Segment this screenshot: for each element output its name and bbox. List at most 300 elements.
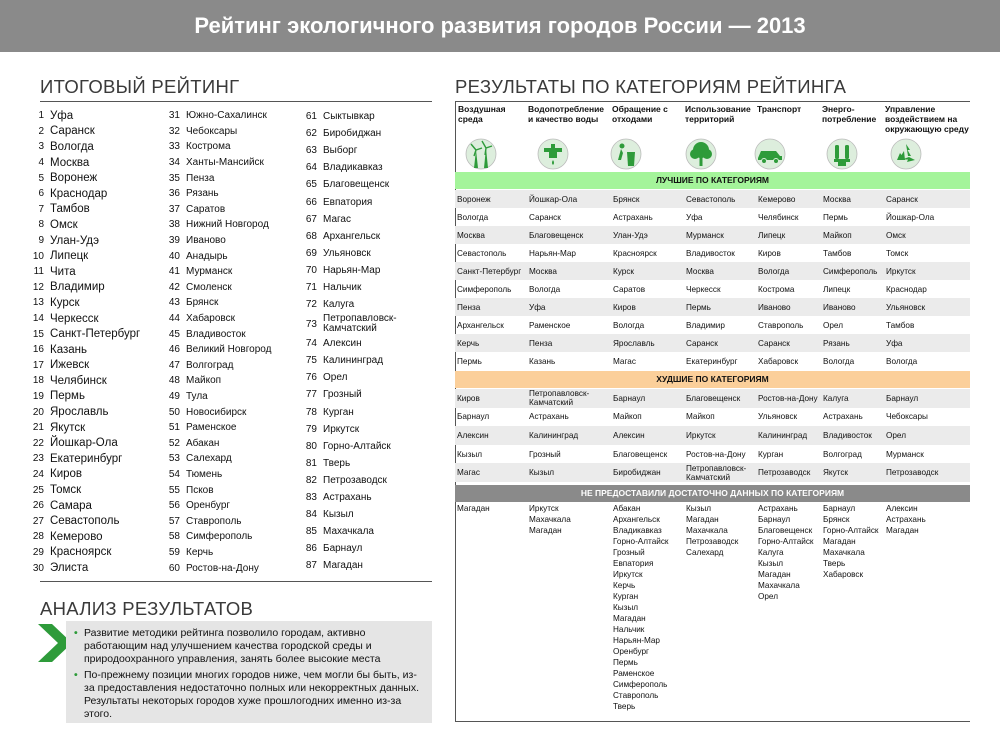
- ranking-item: [303, 523, 423, 540]
- ranking-city: Салехард: [186, 453, 232, 465]
- ranking-position: 51: [168, 422, 180, 434]
- table-row: [455, 280, 970, 298]
- ranking-position: 66: [305, 196, 317, 208]
- ranking-position: 43: [168, 297, 180, 309]
- ranking-item: [303, 352, 423, 369]
- nodata-city: Горно-Алтайск: [613, 537, 669, 546]
- table-row: [455, 244, 970, 262]
- ranking-position: 71: [305, 281, 317, 293]
- table-cell: Иваново: [823, 302, 856, 312]
- ranking-city: Владивосток: [186, 328, 246, 340]
- ranking-item: [30, 467, 140, 483]
- ranking-item: [30, 373, 140, 389]
- table-cell: Магас: [457, 468, 480, 478]
- ranking-item: [166, 389, 271, 405]
- table-cell: Петропавловск-Камчатский: [529, 389, 590, 408]
- table-cell: Вологда: [457, 212, 489, 222]
- ranking-city: Керчь: [186, 546, 214, 558]
- table-cell: Вологда: [529, 284, 561, 294]
- ranking-position: 33: [168, 141, 180, 153]
- ranking-position: 77: [305, 389, 317, 401]
- table-cell: Астрахань: [613, 212, 653, 222]
- ranking-position: 64: [305, 162, 317, 174]
- ranking-item: [166, 280, 271, 296]
- water-tap-icon: [537, 138, 569, 170]
- lamp-icon: [826, 138, 858, 170]
- ranking-item: [30, 420, 140, 436]
- nodata-column: [686, 503, 738, 558]
- nodata-city: Магадан: [823, 537, 856, 546]
- ranking-position: 86: [305, 543, 317, 555]
- ranking-position: 40: [168, 250, 180, 262]
- table-cell: Ставрополь: [758, 320, 804, 330]
- table-cell: Омск: [886, 230, 906, 240]
- ranking-city: Анадырь: [186, 250, 228, 262]
- nodata-city: Орел: [758, 592, 778, 601]
- ranking-item: [30, 155, 140, 171]
- ranking-city: Чита: [50, 265, 76, 278]
- table-cell: Волгоград: [823, 449, 862, 459]
- ranking-position: 69: [305, 247, 317, 259]
- ranking-item: [303, 142, 423, 159]
- ranking-position: 82: [305, 474, 317, 486]
- ranking-city: Екатеринбург: [50, 452, 123, 465]
- ranking-item: [166, 545, 271, 561]
- ranking-item: [30, 170, 140, 186]
- table-cell: Киров: [457, 393, 480, 403]
- ranking-city: Псков: [186, 484, 214, 496]
- ranking-position: 54: [168, 468, 180, 480]
- table-cell: Москва: [529, 266, 557, 276]
- table-row: [455, 334, 970, 352]
- ranking-city: Магадан: [323, 560, 363, 572]
- ranking-item: [30, 451, 140, 467]
- ranking-position: 75: [305, 355, 317, 367]
- table-cell: Владимир: [686, 320, 725, 330]
- ranking-item: [166, 529, 271, 545]
- category-header-waste: Обращение с отходами: [612, 104, 668, 124]
- nodata-column: [613, 503, 669, 712]
- ranking-position: 74: [305, 338, 317, 350]
- ranking-position: 48: [168, 375, 180, 387]
- ranking-city: Оренбург: [186, 500, 231, 512]
- ranking-position: 13: [32, 297, 44, 309]
- ranking-position: 9: [38, 235, 44, 247]
- ranking-item: [30, 358, 140, 374]
- ranking-city: Ижевск: [50, 359, 90, 372]
- nodata-city: Горно-Алтайск: [758, 537, 814, 546]
- ranking-city: Рязань: [186, 188, 219, 200]
- ranking-item: [30, 513, 140, 529]
- ranking-item: [166, 264, 271, 280]
- ranking-item: [166, 435, 271, 451]
- ranking-city: Севастополь: [50, 515, 120, 528]
- ranking-position: 32: [168, 125, 180, 137]
- category-header-water: Водопотребление и качество воды: [528, 104, 605, 124]
- table-cell: Саратов: [613, 284, 646, 294]
- ranking-city: Мурманск: [186, 266, 233, 278]
- ranking-item: [30, 217, 140, 233]
- ranking-position: 73: [305, 318, 317, 330]
- table-cell: Барнаул: [886, 393, 919, 403]
- ranking-item: [166, 233, 271, 249]
- categories-bottom-rule: [455, 721, 970, 722]
- ranking-city: Барнаул: [323, 543, 363, 555]
- ranking-position: 24: [32, 468, 44, 480]
- table-cell: Симферополь: [823, 266, 878, 276]
- ranking-item: [303, 125, 423, 142]
- table-cell: Петрозаводск: [886, 468, 939, 478]
- table-cell: Петропавловск-Камчатский: [686, 463, 747, 482]
- ranking-item: [166, 186, 271, 202]
- ranking-city: Брянск: [186, 297, 219, 309]
- ranking-item: [166, 560, 271, 576]
- ranking-position: 61: [305, 111, 317, 123]
- ranking-item: [30, 233, 140, 249]
- ranking-city: Воронеж: [50, 172, 98, 185]
- ranking-city: Нарьян-Мар: [323, 264, 381, 276]
- table-cell: Черкесск: [686, 284, 721, 294]
- ranking-position: 56: [168, 500, 180, 512]
- wind-turbine-icon: [465, 138, 497, 170]
- table-row: [455, 408, 970, 427]
- ranking-city: Петропавловск-Камчатский: [323, 313, 397, 335]
- page-title: Рейтинг экологичного развития городов России — 2013: [0, 0, 1000, 52]
- nodata-city: Магадан: [457, 504, 490, 513]
- worst-band: ХУДШИЕ ПО КАТЕГОРИЯМ: [455, 371, 970, 388]
- nodata-column: [886, 503, 926, 536]
- nodata-city: Архангельск: [613, 515, 660, 524]
- table-row: [455, 316, 970, 334]
- table-cell: Воронеж: [457, 194, 491, 204]
- ranking-item: [30, 295, 140, 311]
- ranking-position: 37: [168, 203, 180, 215]
- ranking-item: [166, 513, 271, 529]
- ranking-city: Ульяновск: [323, 247, 371, 259]
- ranking-item: [166, 358, 271, 374]
- table-cell: Астрахань: [823, 412, 863, 422]
- ranking-position: 5: [38, 172, 44, 184]
- ranking-city: Москва: [50, 156, 90, 169]
- ranking-position: 38: [168, 219, 180, 231]
- table-cell: Чебоксары: [886, 412, 928, 422]
- nodata-city: Кызыл: [758, 559, 784, 568]
- table-row: [455, 352, 970, 370]
- ranking-item: [303, 438, 423, 455]
- ranking-position: 2: [38, 125, 44, 137]
- table-cell: Севастополь: [457, 248, 507, 258]
- overall-heading: ИТОГОВЫЙ РЕЙТИНГ: [40, 76, 240, 97]
- ranking-city: Раменское: [186, 422, 237, 434]
- table-cell: Хабаровск: [758, 356, 799, 366]
- table-cell: Архангельск: [457, 320, 504, 330]
- ranking-position: 49: [168, 390, 180, 402]
- table-cell: Брянск: [613, 194, 640, 204]
- table-row: [455, 190, 970, 208]
- table-cell: Мурманск: [686, 230, 724, 240]
- ranking-city: Кемерово: [50, 530, 103, 543]
- ranking-item: [30, 311, 140, 327]
- table-cell: Благовещенск: [613, 449, 668, 459]
- nodata-city: Иркутск: [613, 570, 643, 579]
- ranking-item: [166, 451, 271, 467]
- ranking-position: 17: [32, 359, 44, 371]
- ranking-city: Санкт-Петербург: [50, 328, 141, 341]
- ranking-city: Смоленск: [186, 281, 232, 293]
- ranking-item: [30, 498, 140, 514]
- nodata-column: [529, 503, 571, 536]
- ranking-position: 19: [32, 390, 44, 402]
- table-cell: Орел: [823, 320, 843, 330]
- table-row: [455, 208, 970, 226]
- ranking-position: 60: [168, 562, 180, 574]
- table-row: [455, 226, 970, 244]
- ranking-position: 62: [305, 128, 317, 140]
- ranking-position: 55: [168, 484, 180, 496]
- ranking-city: Элиста: [50, 562, 89, 575]
- ranking-city: Астрахань: [323, 492, 372, 504]
- ranking-item: [303, 176, 423, 193]
- ranking-item: [166, 139, 271, 155]
- ranking-item: [166, 155, 271, 171]
- table-cell: Симферополь: [457, 284, 512, 294]
- table-cell: Калуга: [823, 393, 849, 403]
- ranking-item: [303, 211, 423, 228]
- nodata-city: Салехард: [686, 548, 724, 557]
- ranking-position: 76: [305, 372, 317, 384]
- recycle-icon: [890, 138, 922, 170]
- nodata-city: Барнаул: [823, 504, 856, 513]
- ranking-city: Алексин: [323, 338, 362, 350]
- ranking-item: [303, 557, 423, 574]
- table-cell: Курск: [613, 266, 635, 276]
- ranking-column-2: [166, 108, 271, 576]
- ranking-position: 21: [32, 422, 44, 434]
- table-cell: Красноярск: [613, 248, 657, 258]
- ranking-item: [30, 389, 140, 405]
- nodata-city: Тверь: [823, 559, 846, 568]
- ranking-city: Южно-Сахалинск: [186, 110, 267, 122]
- ranking-item: [303, 506, 423, 523]
- table-cell: Владивосток: [686, 248, 735, 258]
- ranking-city: Черкесск: [50, 312, 99, 325]
- ranking-city: Челябинск: [50, 374, 107, 387]
- ranking-item: [303, 228, 423, 245]
- ranking-city: Улан-Удэ: [50, 234, 99, 247]
- table-cell: Алексин: [613, 430, 645, 440]
- ranking-position: 78: [305, 406, 317, 418]
- ranking-item: [30, 264, 140, 280]
- ranking-item: [30, 342, 140, 358]
- ranking-city: Великий Новгород: [186, 344, 272, 356]
- ranking-position: 15: [32, 328, 44, 340]
- ranking-item: [303, 108, 423, 125]
- ranking-item: [30, 560, 140, 576]
- nodata-city: Алексин: [886, 504, 918, 513]
- table-cell: Благовещенск: [686, 393, 741, 403]
- ranking-city: Владикавказ: [323, 162, 383, 174]
- table-cell: Грозный: [529, 449, 561, 459]
- nodata-city: Астрахань: [758, 504, 798, 513]
- ranking-city: Магас: [323, 213, 351, 225]
- table-cell: Кызыл: [457, 449, 483, 459]
- table-cell: Липецк: [758, 230, 786, 240]
- table-row: [455, 298, 970, 316]
- category-header-transport: Транспорт: [757, 104, 802, 114]
- table-cell: Благовещенск: [529, 230, 584, 240]
- ranking-city: Калининград: [323, 355, 384, 367]
- table-cell: Ростов-на-Дону: [758, 393, 818, 403]
- table-row: [455, 262, 970, 280]
- analysis-heading: АНАЛИЗ РЕЗУЛЬТАТОВ: [40, 598, 254, 619]
- ranking-item: [303, 369, 423, 386]
- ranking-position: 83: [305, 492, 317, 504]
- table-cell: Биробиджан: [613, 468, 661, 478]
- table-cell: Кострома: [758, 284, 795, 294]
- ranking-position: 22: [32, 437, 44, 449]
- table-cell: Москва: [686, 266, 714, 276]
- ranking-item: [166, 482, 271, 498]
- table-cell: Казань: [529, 356, 556, 366]
- ranking-city: Саранск: [50, 125, 95, 138]
- ranking-position: 30: [32, 562, 44, 574]
- table-cell: Майкоп: [686, 412, 715, 422]
- table-cell: Орел: [886, 430, 906, 440]
- ranking-city: Благовещенск: [323, 179, 390, 191]
- ranking-city: Чебоксары: [186, 125, 238, 137]
- ranking-item: [30, 545, 140, 561]
- table-cell: Севастополь: [686, 194, 736, 204]
- ranking-item: [303, 245, 423, 262]
- ranking-position: 28: [32, 531, 44, 543]
- ranking-city: Якутск: [50, 421, 86, 434]
- table-cell: Ульяновск: [886, 302, 926, 312]
- ranking-item: [303, 472, 423, 489]
- table-cell: Йошкар-Ола: [529, 194, 578, 204]
- nodata-city: Иркутск: [529, 504, 559, 513]
- ranking-position: 63: [305, 145, 317, 157]
- ranking-item: [166, 108, 271, 124]
- ranking-city: Архангельск: [323, 230, 381, 242]
- categories-top-rule: [455, 101, 970, 102]
- ranking-item: [303, 159, 423, 176]
- table-cell: Улан-Удэ: [613, 230, 648, 240]
- ranking-city: Томск: [50, 484, 82, 497]
- table-cell: Барнаул: [613, 393, 646, 403]
- table-cell: Алексин: [457, 430, 489, 440]
- nodata-city: Оренбург: [613, 647, 650, 656]
- ranking-city: Ханты-Мансийск: [186, 157, 264, 169]
- ranking-city: Хабаровск: [186, 313, 235, 325]
- ranking-item: [166, 420, 271, 436]
- table-cell: Раменское: [529, 320, 571, 330]
- ranking-city: Самара: [50, 499, 92, 512]
- table-cell: Пермь: [457, 356, 482, 366]
- table-cell: Нарьян-Мар: [529, 248, 576, 258]
- ranking-item: [30, 404, 140, 420]
- table-cell: Ярославль: [613, 338, 655, 348]
- table-cell: Томск: [886, 248, 909, 258]
- ranking-item: [30, 280, 140, 296]
- table-cell: Мурманск: [886, 449, 924, 459]
- ranking-item: [166, 373, 271, 389]
- ranking-position: 36: [168, 188, 180, 200]
- nodata-city: Нальчик: [613, 625, 645, 634]
- ranking-city: Майкоп: [186, 375, 222, 387]
- nodata-city: Владикавказ: [613, 526, 662, 535]
- ranking-item: [166, 295, 271, 311]
- ranking-city: Грозный: [323, 389, 362, 401]
- ranking-item: [30, 186, 140, 202]
- table-cell: Киров: [613, 302, 636, 312]
- overall-bottom-rule: [40, 581, 432, 582]
- ranking-position: 10: [32, 250, 44, 262]
- waste-bin-icon: [610, 138, 642, 170]
- ranking-item: [166, 248, 271, 264]
- nodata-city: Махачкала: [758, 581, 800, 590]
- table-cell: Пенза: [457, 302, 481, 312]
- nodata-city: Курган: [613, 592, 639, 601]
- ranking-city: Кызыл: [323, 509, 354, 521]
- ranking-position: 27: [32, 515, 44, 527]
- ranking-position: 7: [38, 203, 44, 215]
- nodata-column: [457, 503, 490, 514]
- table-cell: Керчь: [457, 338, 480, 348]
- table-cell: Астрахань: [529, 412, 569, 422]
- ranking-item: [303, 540, 423, 557]
- ranking-position: 50: [168, 406, 180, 418]
- ranking-city: Нальчик: [323, 281, 362, 293]
- ranking-item: [166, 124, 271, 140]
- ranking-position: 12: [32, 281, 44, 293]
- ranking-city: Петрозаводск: [323, 474, 387, 486]
- ranking-position: 80: [305, 440, 317, 452]
- nodata-city: Горно-Алтайск: [823, 526, 879, 535]
- ranking-position: 6: [38, 188, 44, 200]
- ranking-item: [303, 296, 423, 313]
- nodata-column: [758, 503, 814, 602]
- ranking-position: 47: [168, 359, 180, 371]
- ranking-item: [30, 482, 140, 498]
- ranking-city: Курган: [323, 406, 354, 418]
- ranking-position: 84: [305, 509, 317, 521]
- category-header-management: Управление воздействием на окружающую среду: [885, 104, 969, 134]
- ranking-item: [166, 311, 271, 327]
- tree-icon: [685, 138, 717, 170]
- ranking-city: Кострома: [186, 141, 231, 153]
- table-cell: Калининград: [758, 430, 808, 440]
- nodata-city: Нарьян-Мар: [613, 636, 660, 645]
- nodata-city: Магадан: [613, 614, 646, 623]
- nodata-city: Магадан: [686, 515, 719, 524]
- table-cell: Киров: [758, 248, 781, 258]
- ranking-city: Пенза: [186, 172, 215, 184]
- nodata-column: [823, 503, 879, 580]
- table-cell: Екатеринбург: [686, 356, 738, 366]
- ranking-item: [303, 489, 423, 506]
- ranking-item: [30, 139, 140, 155]
- ranking-item: [30, 435, 140, 451]
- table-cell: Кызыл: [529, 468, 555, 478]
- table-cell: Санкт-Петербург: [457, 266, 522, 276]
- nodata-city: Керчь: [613, 581, 636, 590]
- ranking-position: 85: [305, 526, 317, 538]
- ranking-city: Ставрополь: [186, 515, 242, 527]
- table-cell: Саранск: [758, 338, 790, 348]
- ranking-item: [303, 335, 423, 352]
- nodata-city: Кызыл: [686, 504, 712, 513]
- ranking-city: Абакан: [186, 437, 220, 449]
